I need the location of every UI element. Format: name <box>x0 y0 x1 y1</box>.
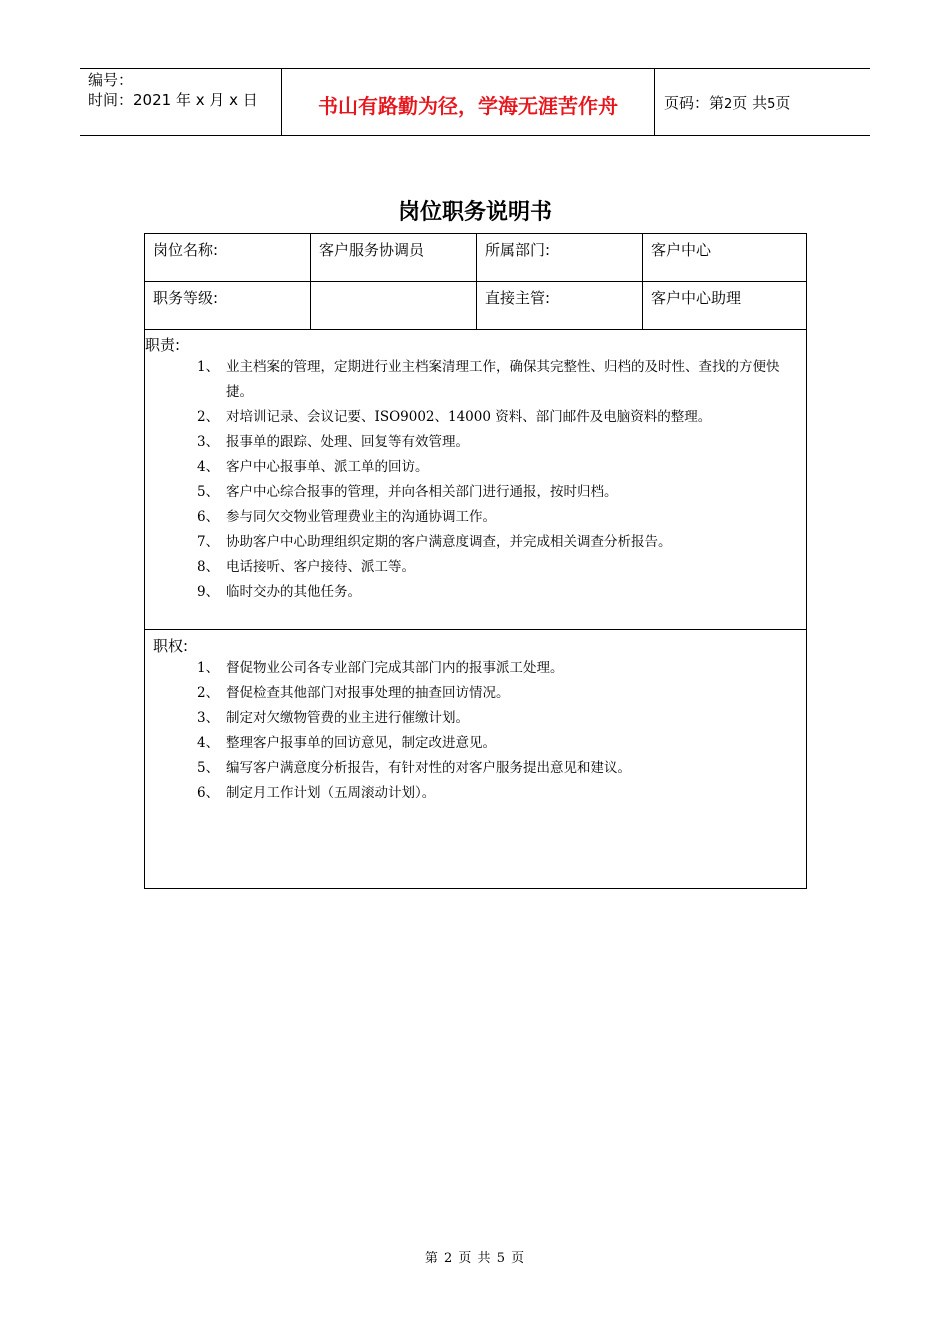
department-value: 客户中心 <box>651 241 712 259</box>
item-text: 制定对欠缴物管费的业主进行催缴计划。 <box>226 710 469 726</box>
document-time: 时间：2021 年 x 月 x 日 <box>88 91 258 109</box>
list-item <box>197 781 798 806</box>
position-name-label: 岗位名称: <box>153 241 219 259</box>
header-slogan: 书山有路勤为径，学海无涯苦作舟 <box>318 94 618 118</box>
item-text: 协助客户中心助理组织定期的客户满意度调查，并完成相关调查分析报告。 <box>226 534 672 550</box>
list-item <box>197 505 798 530</box>
list-item <box>197 555 798 580</box>
item-number: 2、 <box>197 685 220 701</box>
item-text: 督促检查其他部门对报事处理的抽查回访情况。 <box>226 685 510 701</box>
item-text: 业主档案的管理，定期进行业主档案清理工作，确保其完整性、归档的及时性、查找的方便快捷。 <box>226 359 780 400</box>
item-number: 1、 <box>197 359 220 375</box>
header-bottom-rule <box>80 135 870 136</box>
item-text: 制定月工作计划（五周滚动计划）。 <box>226 785 436 801</box>
position-info-table <box>144 233 807 330</box>
page-footer: 第 2 页 共 5 页 <box>424 1251 526 1266</box>
page-current: 2 <box>724 97 733 112</box>
header-top-rule <box>80 68 870 69</box>
item-number: 9、 <box>197 584 220 600</box>
item-number: 5、 <box>197 760 220 776</box>
item-number: 5、 <box>197 484 220 500</box>
item-number: 2、 <box>197 409 220 425</box>
header-page-info <box>664 92 790 113</box>
list-item <box>197 405 798 430</box>
position-name-value: 客户服务协调员 <box>319 241 425 259</box>
list-item <box>197 580 798 605</box>
document-number-label: 编号： <box>88 71 134 89</box>
list-item <box>197 731 798 756</box>
list-item <box>197 706 798 731</box>
list-item <box>197 455 798 480</box>
item-text: 对培训记录、会议记要、ISO9002、14000 资料、部门邮件及电脑资料的整理。 <box>226 409 712 425</box>
item-number: 3、 <box>197 710 220 726</box>
list-item <box>197 430 798 455</box>
item-text: 整理客户报事单的回访意见，制定改进意见。 <box>226 735 496 751</box>
item-text: 报事单的跟踪、处理、回复等有效管理。 <box>226 434 469 450</box>
item-number: 4、 <box>197 735 220 751</box>
page-mid: 页 共 <box>732 94 768 112</box>
page-prefix: 页码：第 <box>664 94 725 112</box>
document-title: 岗位职务说明书 <box>397 200 552 225</box>
item-number: 8、 <box>197 559 220 575</box>
grade-label: 职务等级: <box>153 289 219 307</box>
item-text: 客户中心综合报事的管理，并向各相关部门进行通报，按时归档。 <box>226 484 618 500</box>
list-item <box>197 656 798 681</box>
supervisor-label: 直接主管: <box>485 289 551 307</box>
authority-list <box>197 656 798 806</box>
item-text: 编写客户满意度分析报告，有针对性的对客户服务提出意见和建议。 <box>226 760 631 776</box>
department-label: 所属部门: <box>485 241 551 259</box>
supervisor-value: 客户中心助理 <box>651 289 742 307</box>
header-divider-right <box>654 68 655 136</box>
item-text: 督促物业公司各专业部门完成其部门内的报事派工处理。 <box>226 660 564 676</box>
item-number: 6、 <box>197 785 220 801</box>
list-item <box>197 681 798 706</box>
page-suffix: 页 <box>775 94 791 112</box>
duties-list <box>197 355 798 605</box>
list-item <box>197 480 798 505</box>
authority-label: 职权: <box>153 637 189 655</box>
page-total: 5 <box>767 97 776 112</box>
duties-section <box>144 329 807 630</box>
item-text: 临时交办的其他任务。 <box>226 584 361 600</box>
grid-line <box>145 281 806 282</box>
item-text: 参与同欠交物业管理费业主的沟通协调工作。 <box>226 509 496 525</box>
duties-label: 职责: <box>145 336 181 354</box>
list-item <box>197 530 798 555</box>
list-item <box>197 756 798 781</box>
item-text: 客户中心报事单、派工单的回访。 <box>226 459 429 475</box>
item-number: 3、 <box>197 434 220 450</box>
item-number: 1、 <box>197 660 220 676</box>
authority-section <box>144 629 807 889</box>
item-number: 4、 <box>197 459 220 475</box>
item-number: 6、 <box>197 509 220 525</box>
item-text: 电话接听、客户接待、派工等。 <box>226 559 415 575</box>
item-number: 7、 <box>197 534 220 550</box>
header-meta <box>88 70 283 110</box>
list-item <box>197 355 798 405</box>
